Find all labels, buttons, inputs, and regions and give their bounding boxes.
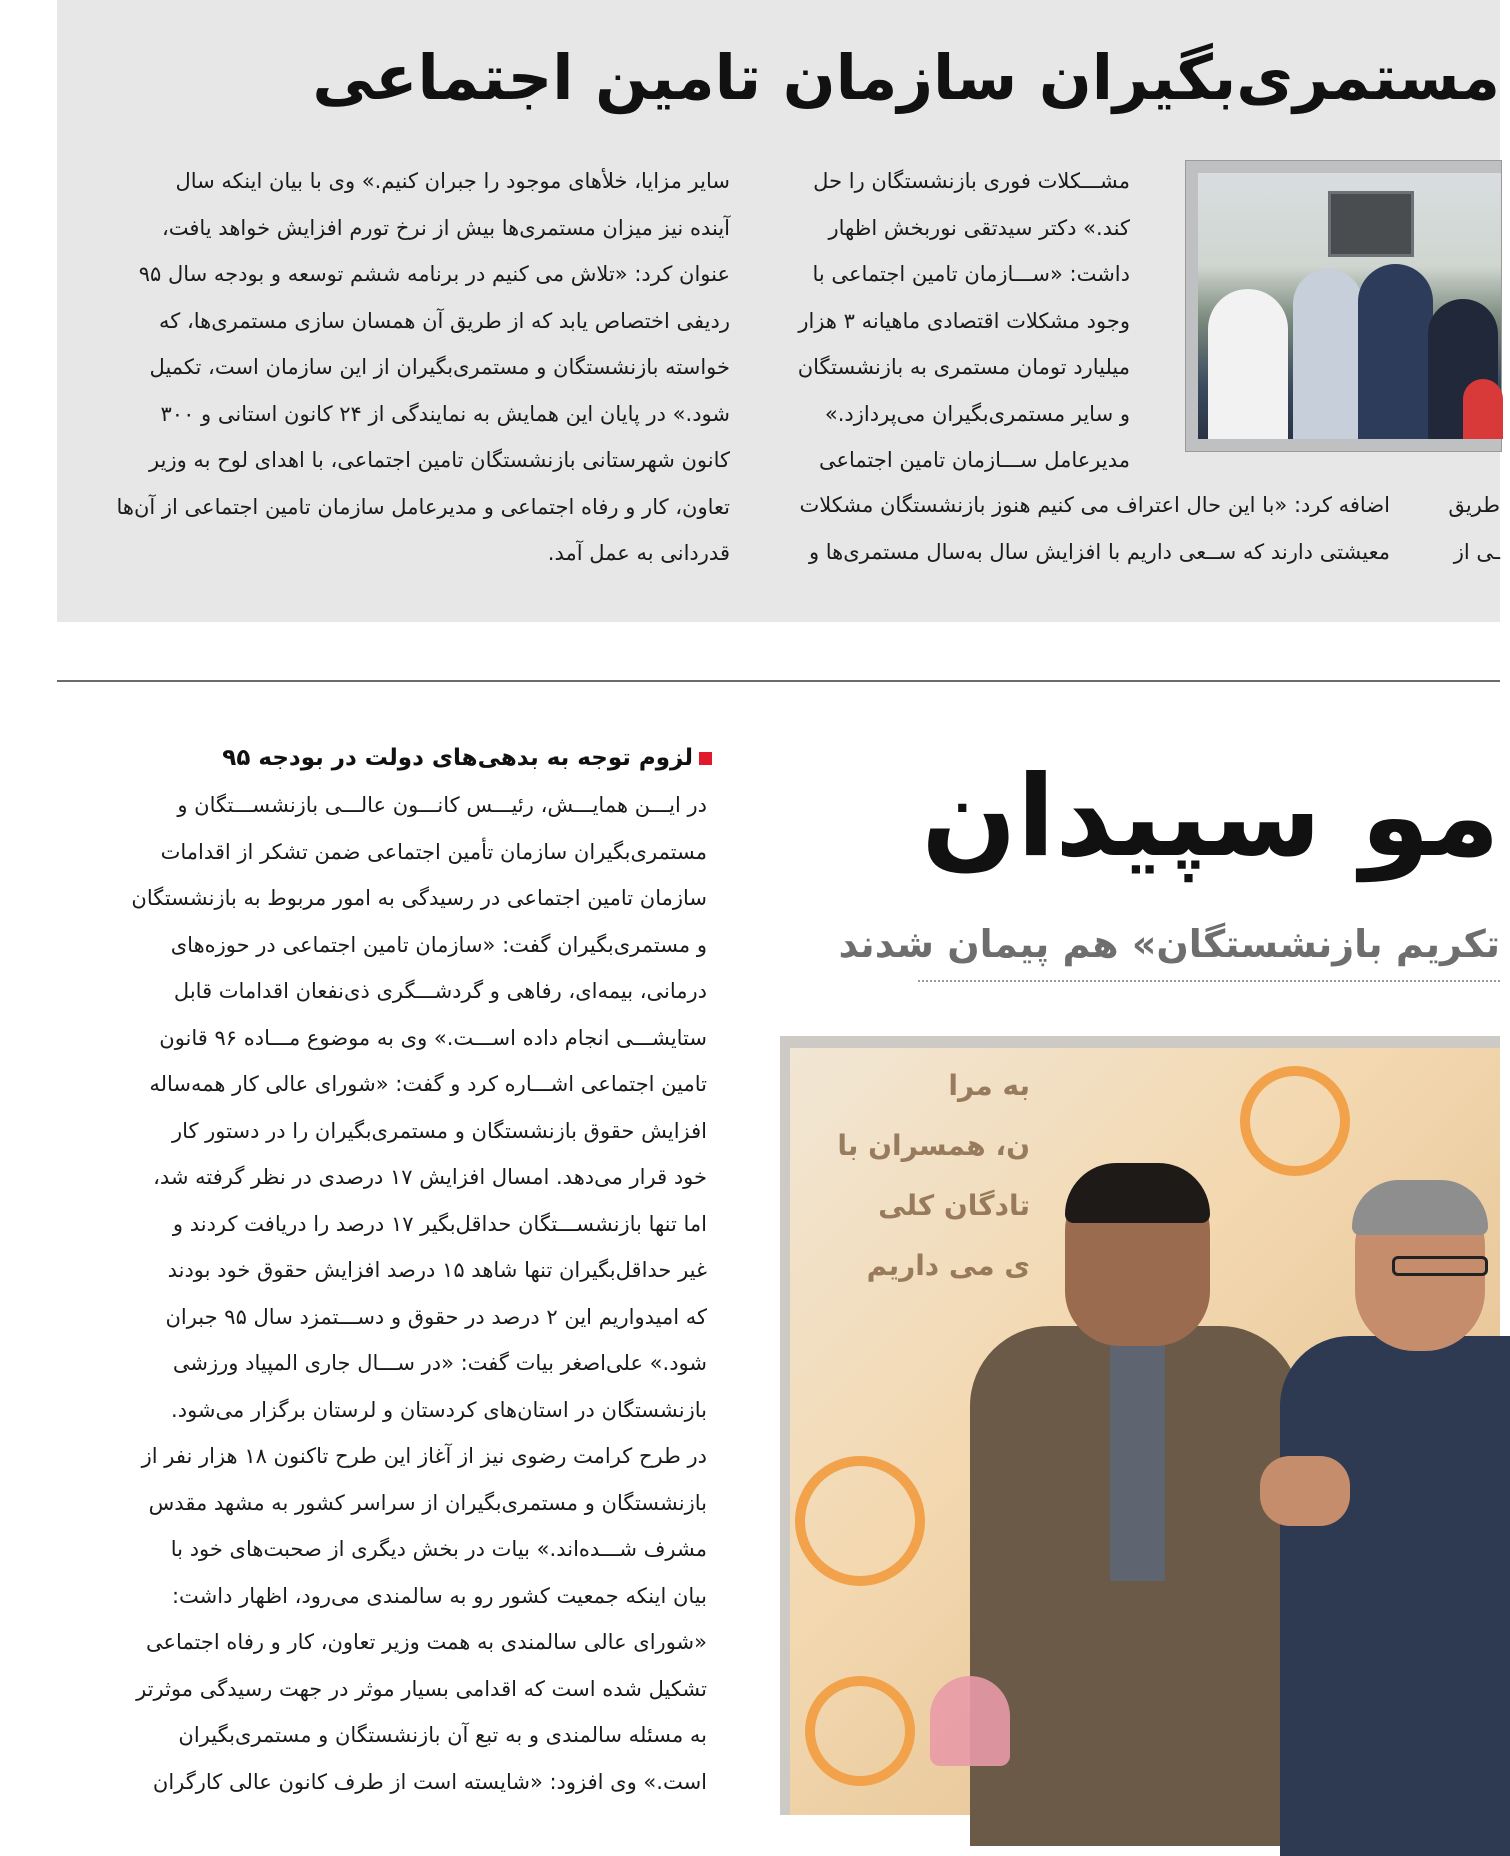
text-line: به مسئله سالمندی و به تبع آن بازنشستگان و مستمری‌بگیران <box>178 1723 707 1747</box>
text-line: غیر حداقل‌بگیران تنها شاهد ۱۵ درصد افزایش حقوق خود بودند <box>167 1258 707 1282</box>
text-line: مشـــکلات فوری بازنشستگان را حل <box>813 169 1130 193</box>
text-line: و مستمری‌بگیران گفت: «سازمان تامین اجتماعی در حوزه‌های <box>170 932 707 957</box>
text-line: ـی از <box>1453 539 1500 564</box>
banner-line: تادگان کلی <box>878 1189 1030 1222</box>
text-line: میلیارد تومان مستمری به بازنشستگان <box>797 355 1130 379</box>
text-line: در ایـــن همایـــش، رئیـــس کانـــون عالـــی بازنشســـتگان و <box>177 793 707 817</box>
section-title <box>222 738 712 778</box>
text-line: که امیدواریم این ۲ درصد در حقوق و دســـتمزد سال ۹۵ جبران <box>165 1304 707 1329</box>
text-line: قدردانی به عمل آمد. <box>547 541 730 565</box>
text-line: خواسته بازنشستگان و مستمری‌بگیران از این سازمان است، تکمیل <box>149 355 730 379</box>
text-line: بازنشستگان در استان‌های کردستان و لرستان برگزار می‌شود. <box>171 1397 707 1422</box>
text-line: کانون شهرستانی بازنشستگان تامین اجتماعی، با اهدای لوح به وزیر <box>149 448 730 472</box>
text-line: طریق <box>1448 493 1500 517</box>
text-line: تامین اجتماعی اشـــاره کرد و گفت: «شورای عالی کار همه‌ساله <box>149 1072 707 1096</box>
banner-line: به مرا <box>948 1069 1030 1102</box>
text-line: بازنشستگان و مستمری‌بگیران از سراسر کشور به مشهد مقدس <box>148 1490 707 1515</box>
text-line: «شورای عالی سالمندی به همت وزیر تعاون، کار و رفاه اجتماعی <box>146 1630 707 1654</box>
text-line: سازمان تامین اجتماعی در رسیدگی به امور مربوط به بازنشستگان <box>131 886 707 910</box>
text-line: ردیفی اختصاص یابد که از طریق آن همسان سازی مستمری‌ها، که <box>159 308 730 333</box>
text-line: عنوان کرد: «تلاش می کنیم در برنامه ششم توسعه و بودجه سال ۹۵ <box>138 262 730 286</box>
text-line: اضافه کرد: «با این حال اعتراف می کنیم هنوز بازنشستگان مشکلات <box>799 493 1390 517</box>
text-line: است.» وی افزود: «شایسته است از طرف کانون عالی کارگران <box>152 1769 707 1794</box>
text-line: مدیرعامل ســـازمان تامین اجتماعی <box>818 448 1130 472</box>
text-line: تعاون، کار و رفاه اجتماعی و مدیرعامل سازمان تامین اجتماعی از آن‌ها <box>116 494 730 519</box>
top-headline: مستمری‌بگیران سازمان تامین اجتماعی <box>312 41 1500 114</box>
text-line: افزایش حقوق بازنشستگان و مستمری‌بگیران را در دستور کار <box>171 1118 707 1143</box>
text-line: مشرف شـــده‌اند.» بیات در بخش دیگری از صحبت‌های خود با <box>170 1537 707 1561</box>
text-line: معیشتی دارند که ســعی داریم با افزایش سال به‌سال مستمری‌ها و <box>808 539 1390 564</box>
text-line: وجود مشکلات اقتصادی ماهیانه ۳ هزار <box>798 308 1130 333</box>
red-square-bullet-icon <box>699 752 712 765</box>
text-line: کند.» دکتر سیدتقی نوربخش اظهار <box>828 215 1130 240</box>
dotted-rule <box>918 980 1500 982</box>
section-divider <box>57 680 1500 682</box>
banner-line: ن، همسران با <box>837 1129 1030 1162</box>
bottom-article-body <box>105 782 707 1805</box>
text-line: داشت: «ســـازمان تامین اجتماعی با <box>812 262 1130 286</box>
text-line: و سایر مستمری‌بگیران می‌پردازد.» <box>824 401 1130 426</box>
text-line: خود قرار می‌دهد. امسال افزایش ۱۷ درصدی در نظر گرفته شد، <box>153 1165 707 1189</box>
text-line: مستمری‌بگیران سازمان تأمین اجتماعی ضمن تشکر از اقدامات <box>160 839 707 864</box>
top-article-column-left <box>115 158 730 577</box>
text-line: سایر مزایا، خلأهای موجود را جبران کنیم.» وی با بیان اینکه سال <box>175 169 730 193</box>
top-photo <box>1185 160 1502 452</box>
text-line: شود.» در پایان این همایش به نمایندگی از ۲۴ کانون استانی و ۳۰۰ <box>160 401 730 426</box>
text-line: شود.» علی‌اصغر بیات گفت: «در ســـال جاری المپیاد ورزشی <box>172 1351 707 1375</box>
section-title-text: لزوم توجه به بدهی‌های دولت در بودجه ۹۵ <box>222 745 693 771</box>
top-article-column-edge <box>1440 482 1500 575</box>
text-line: اما تنها بازنشســـتگان حداقل‌بگیر ۱۷ درصد را دریافت کردند و <box>172 1211 707 1236</box>
banner-line: ی می داریم <box>866 1249 1030 1282</box>
top-article-column-right-tail <box>778 482 1390 575</box>
text-line: ستایشـــی انجام داده اســـت.» وی به موضوع مـــاده ۹۶ قانون <box>159 1025 707 1050</box>
text-line: بیان اینکه جمعیت کشور رو به سالمندی می‌رود، اظهار داشت: <box>171 1583 707 1608</box>
top-article-column-right <box>778 158 1130 484</box>
text-line: تشکیل شده است که اقدامی بسیار موثر در جهت رسیدگی موثرتر <box>136 1676 707 1701</box>
text-line: آینده نیز میزان مستمری‌ها بیش از نرخ تورم افزایش خواهد یافت، <box>161 215 730 240</box>
bottom-subheadline: تکریم بازنشستگان» هم پیمان شدند <box>838 922 1500 966</box>
text-line: در طرح کرامت رضوی نیز از آغاز این طرح تاکنون ۱۸ هزار نفر از <box>141 1444 707 1468</box>
text-line: درمانی، بیمه‌ای، رفاهی و گردشـــگری ذی‌نفعان اقدامات قابل <box>173 979 707 1003</box>
ceremony-photo <box>780 1036 1500 1815</box>
bottom-headline: مو سپیدان <box>921 752 1500 882</box>
